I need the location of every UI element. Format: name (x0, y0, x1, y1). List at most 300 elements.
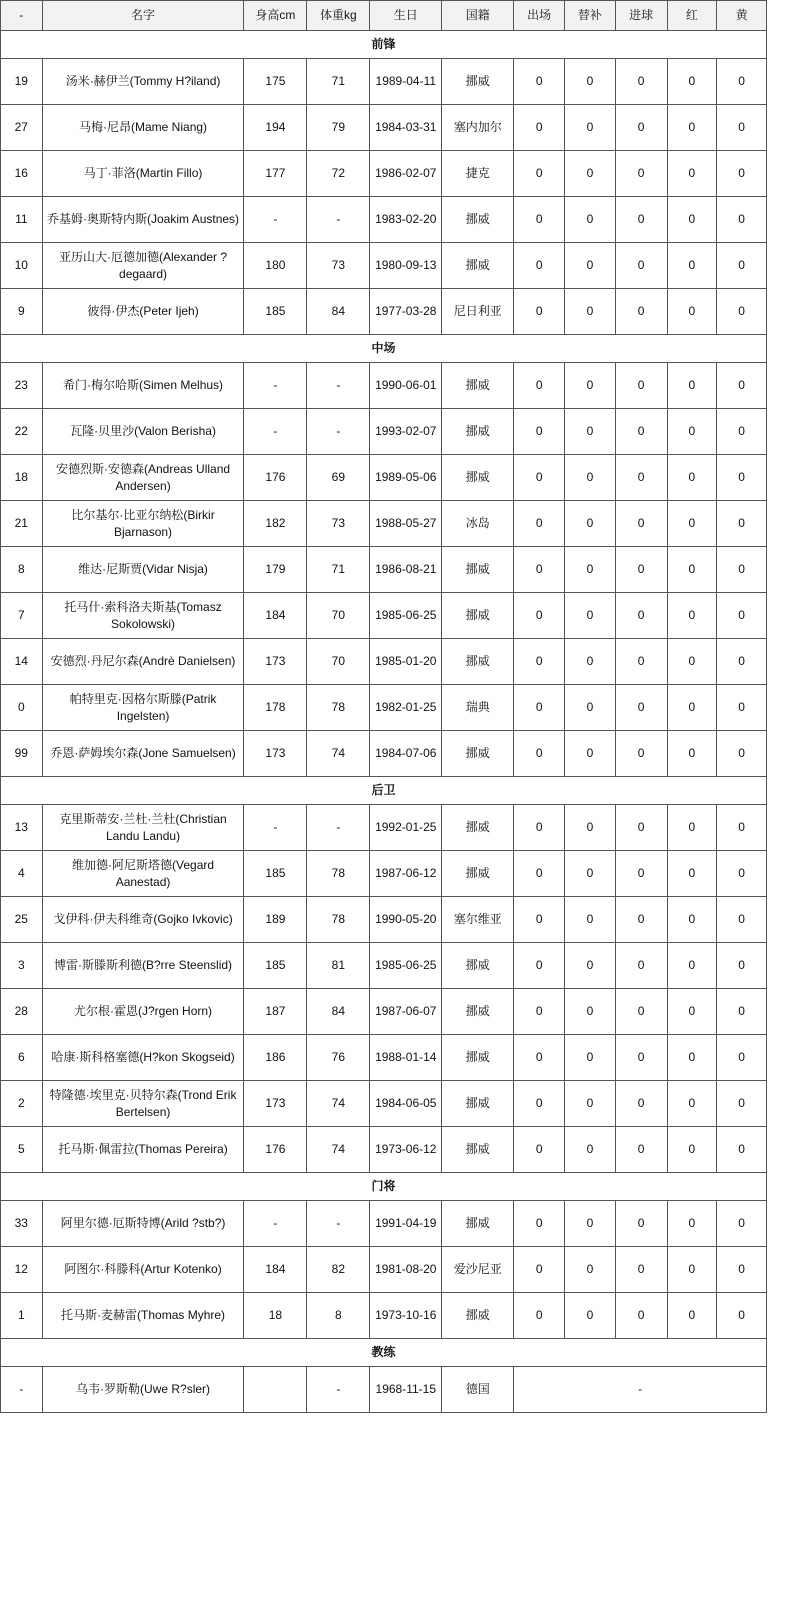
cell-nationality: 挪威 (442, 731, 514, 777)
table-row[interactable] (1, 105, 767, 151)
cell-name: 尤尔根·霍恩(J?rgen Horn) (42, 989, 244, 1035)
table-row[interactable] (1, 1035, 767, 1081)
cell-red-cards: 0 (667, 547, 717, 593)
cell-weight: 79 (307, 105, 370, 151)
cell-height: 185 (244, 851, 307, 897)
cell-nationality: 挪威 (442, 639, 514, 685)
cell-nationality: 德国 (442, 1367, 514, 1413)
cell-goals: 0 (615, 1247, 667, 1293)
cell-red-cards: 0 (667, 455, 717, 501)
cell-red-cards: 0 (667, 685, 717, 731)
cell-number: - (1, 1367, 43, 1413)
cell-nationality: 挪威 (442, 1081, 514, 1127)
cell-substitute: 0 (565, 151, 616, 197)
cell-birthday: 1989-05-06 (370, 455, 442, 501)
cell-nationality: 挪威 (442, 59, 514, 105)
cell-red-cards: 0 (667, 1201, 717, 1247)
cell-goals: 0 (615, 197, 667, 243)
cell-height: 178 (244, 685, 307, 731)
cell-appearances: 0 (514, 1035, 565, 1081)
cell-number: 9 (1, 289, 43, 335)
cell-yellow-cards: 0 (717, 409, 767, 455)
cell-red-cards: 0 (667, 1293, 717, 1339)
section-title: 前锋 (1, 31, 767, 59)
cell-red-cards: 0 (667, 1247, 717, 1293)
bottom-spacer (0, 1413, 785, 1419)
cell-nationality: 挪威 (442, 805, 514, 851)
cell-birthday: 1988-01-14 (370, 1035, 442, 1081)
cell-number: 3 (1, 943, 43, 989)
table-row[interactable] (1, 363, 767, 409)
cell-birthday: 1973-10-16 (370, 1293, 442, 1339)
cell-birthday: 1968-11-15 (370, 1367, 442, 1413)
cell-nationality: 挪威 (442, 363, 514, 409)
cell-weight: 74 (307, 1081, 370, 1127)
cell-goals: 0 (615, 151, 667, 197)
cell-substitute: 0 (565, 1201, 616, 1247)
cell-red-cards: 0 (667, 59, 717, 105)
cell-substitute: 0 (565, 897, 616, 943)
cell-name: 维加德·阿尼斯塔德(Vegard Aanestad) (42, 851, 244, 897)
cell-yellow-cards: 0 (717, 989, 767, 1035)
cell-red-cards: 0 (667, 105, 717, 151)
cell-birthday: 1987-06-12 (370, 851, 442, 897)
section-title: 门将 (1, 1173, 767, 1201)
cell-name: 乌韦·罗斯勒(Uwe R?sler) (42, 1367, 244, 1413)
cell-red-cards: 0 (667, 731, 717, 777)
cell-height: 182 (244, 501, 307, 547)
cell-appearances: 0 (514, 1201, 565, 1247)
cell-nationality: 冰岛 (442, 501, 514, 547)
cell-birthday: 1986-08-21 (370, 547, 442, 593)
cell-substitute: 0 (565, 851, 616, 897)
cell-nationality: 挪威 (442, 1201, 514, 1247)
cell-goals: 0 (615, 1201, 667, 1247)
cell-yellow-cards: 0 (717, 943, 767, 989)
cell-goals: 0 (615, 593, 667, 639)
cell-number: 28 (1, 989, 43, 1035)
cell-yellow-cards: 0 (717, 851, 767, 897)
cell-red-cards: 0 (667, 151, 717, 197)
cell-yellow-cards: 0 (717, 243, 767, 289)
cell-yellow-cards: 0 (717, 897, 767, 943)
cell-number: 2 (1, 1081, 43, 1127)
table-row[interactable] (1, 409, 767, 455)
cell-appearances: 0 (514, 289, 565, 335)
cell-number: 8 (1, 547, 43, 593)
cell-substitute: 0 (565, 943, 616, 989)
cell-goals: 0 (615, 1293, 667, 1339)
cell-weight: 73 (307, 501, 370, 547)
cell-birthday: 1985-06-25 (370, 943, 442, 989)
cell-substitute: 0 (565, 593, 616, 639)
cell-yellow-cards: 0 (717, 289, 767, 335)
cell-weight: 74 (307, 1127, 370, 1173)
cell-appearances: 0 (514, 685, 565, 731)
cell-substitute: 0 (565, 1127, 616, 1173)
cell-yellow-cards: 0 (717, 805, 767, 851)
cell-number: 4 (1, 851, 43, 897)
cell-weight: 78 (307, 851, 370, 897)
cell-substitute: 0 (565, 685, 616, 731)
cell-goals: 0 (615, 639, 667, 685)
cell-goals: 0 (615, 731, 667, 777)
cell-substitute: 0 (565, 1247, 616, 1293)
cell-appearances: 0 (514, 1081, 565, 1127)
cell-weight: 78 (307, 897, 370, 943)
cell-red-cards: 0 (667, 593, 717, 639)
cell-appearances: 0 (514, 363, 565, 409)
cell-red-cards: 0 (667, 243, 717, 289)
table-row[interactable] (1, 289, 767, 335)
cell-number: 14 (1, 639, 43, 685)
cell-appearances: 0 (514, 593, 565, 639)
table-row[interactable] (1, 639, 767, 685)
table-row[interactable] (1, 851, 767, 897)
cell-height: 180 (244, 243, 307, 289)
cell-birthday: 1980-09-13 (370, 243, 442, 289)
cell-weight: 76 (307, 1035, 370, 1081)
cell-substitute: 0 (565, 989, 616, 1035)
cell-height: - (244, 1201, 307, 1247)
cell-birthday: 1991-04-19 (370, 1201, 442, 1247)
cell-nationality: 挪威 (442, 989, 514, 1035)
cell-substitute: 0 (565, 501, 616, 547)
cell-weight: 70 (307, 593, 370, 639)
cell-height: 173 (244, 1081, 307, 1127)
cell-substitute: 0 (565, 805, 616, 851)
cell-nationality: 挪威 (442, 455, 514, 501)
cell-birthday: 1985-06-25 (370, 593, 442, 639)
cell-weight: - (307, 409, 370, 455)
cell-goals: 0 (615, 409, 667, 455)
cell-substitute: 0 (565, 1081, 616, 1127)
cell-yellow-cards: 0 (717, 593, 767, 639)
header-goals: 进球 (615, 1, 667, 31)
cell-height: 173 (244, 639, 307, 685)
cell-birthday: 1983-02-20 (370, 197, 442, 243)
cell-substitute: 0 (565, 639, 616, 685)
cell-yellow-cards: 0 (717, 639, 767, 685)
cell-appearances: 0 (514, 1293, 565, 1339)
cell-birthday: 1987-06-07 (370, 989, 442, 1035)
cell-appearances: 0 (514, 455, 565, 501)
header-substitute: 替补 (565, 1, 616, 31)
cell-number: 7 (1, 593, 43, 639)
cell-number: 11 (1, 197, 43, 243)
cell-nationality: 挪威 (442, 197, 514, 243)
cell-number: 25 (1, 897, 43, 943)
cell-name: 阿图尔·科滕科(Artur Kotenko) (42, 1247, 244, 1293)
cell-goals: 0 (615, 805, 667, 851)
cell-yellow-cards: 0 (717, 1293, 767, 1339)
cell-red-cards: 0 (667, 639, 717, 685)
cell-substitute: 0 (565, 731, 616, 777)
header-appearances: 出场 (514, 1, 565, 31)
cell-weight: 81 (307, 943, 370, 989)
cell-name: 乔基姆·奥斯特内斯(Joakim Austnes) (42, 197, 244, 243)
cell-height: 185 (244, 943, 307, 989)
section-row (1, 1339, 767, 1367)
table-row[interactable] (1, 593, 767, 639)
cell-goals: 0 (615, 243, 667, 289)
table-row[interactable] (1, 897, 767, 943)
cell-appearances: 0 (514, 851, 565, 897)
cell-nationality: 挪威 (442, 243, 514, 289)
cell-appearances: 0 (514, 943, 565, 989)
cell-appearances: 0 (514, 731, 565, 777)
cell-red-cards: 0 (667, 989, 717, 1035)
cell-red-cards: 0 (667, 1035, 717, 1081)
cell-appearances: 0 (514, 1127, 565, 1173)
cell-name: 希门·梅尔哈斯(Simen Melhus) (42, 363, 244, 409)
cell-number: 99 (1, 731, 43, 777)
cell-number: 33 (1, 1201, 43, 1247)
cell-yellow-cards: 0 (717, 455, 767, 501)
cell-name: 彼得·伊杰(Peter Ijeh) (42, 289, 244, 335)
cell-birthday: 1992-01-25 (370, 805, 442, 851)
cell-weight: 8 (307, 1293, 370, 1339)
cell-height: - (244, 363, 307, 409)
cell-yellow-cards: 0 (717, 1127, 767, 1173)
cell-weight: 84 (307, 289, 370, 335)
cell-goals: 0 (615, 547, 667, 593)
cell-height: 173 (244, 731, 307, 777)
table-row[interactable] (1, 197, 767, 243)
cell-number: 16 (1, 151, 43, 197)
cell-substitute: 0 (565, 289, 616, 335)
cell-height: 184 (244, 1247, 307, 1293)
cell-name: 克里斯蒂安·兰杜·兰杜(Christian Landu Landu) (42, 805, 244, 851)
cell-substitute: 0 (565, 547, 616, 593)
header-nationality: 国籍 (442, 1, 514, 31)
table-row[interactable] (1, 1201, 767, 1247)
cell-name: 博雷·斯滕斯利德(B?rre Steenslid) (42, 943, 244, 989)
cell-nationality: 挪威 (442, 409, 514, 455)
cell-appearances: 0 (514, 197, 565, 243)
cell-appearances: 0 (514, 897, 565, 943)
cell-weight: 71 (307, 59, 370, 105)
cell-appearances: 0 (514, 243, 565, 289)
cell-yellow-cards: 0 (717, 501, 767, 547)
cell-name: 比尔基尔·比亚尔纳松(Birkir Bjarnason) (42, 501, 244, 547)
cell-name: 安德烈·丹尼尔森(Andrè Danielsen) (42, 639, 244, 685)
table-row[interactable] (1, 151, 767, 197)
cell-birthday: 1977-03-28 (370, 289, 442, 335)
cell-stats-merged: - (514, 1367, 767, 1413)
cell-height: 176 (244, 1127, 307, 1173)
cell-goals: 0 (615, 289, 667, 335)
cell-name: 马梅·尼昂(Mame Niang) (42, 105, 244, 151)
cell-yellow-cards: 0 (717, 105, 767, 151)
cell-birthday: 1986-02-07 (370, 151, 442, 197)
table-row[interactable] (1, 1367, 767, 1413)
table-row[interactable] (1, 1127, 767, 1173)
table-row[interactable] (1, 943, 767, 989)
cell-yellow-cards: 0 (717, 151, 767, 197)
cell-weight: 72 (307, 151, 370, 197)
cell-name: 亚历山大·厄德加德(Alexander ?degaard) (42, 243, 244, 289)
cell-red-cards: 0 (667, 197, 717, 243)
table-row[interactable] (1, 731, 767, 777)
cell-height: 176 (244, 455, 307, 501)
header-name: 名字 (42, 1, 244, 31)
cell-number: 1 (1, 1293, 43, 1339)
cell-height: 186 (244, 1035, 307, 1081)
table-row[interactable] (1, 547, 767, 593)
cell-appearances: 0 (514, 501, 565, 547)
cell-appearances: 0 (514, 151, 565, 197)
header-number: - (1, 1, 43, 31)
cell-nationality: 挪威 (442, 593, 514, 639)
cell-birthday: 1984-07-06 (370, 731, 442, 777)
table-row[interactable] (1, 989, 767, 1035)
header-height: 身高cm (244, 1, 307, 31)
cell-height: 194 (244, 105, 307, 151)
table-row[interactable] (1, 685, 767, 731)
section-row (1, 335, 767, 363)
header-row (1, 1, 767, 31)
cell-goals: 0 (615, 363, 667, 409)
cell-substitute: 0 (565, 409, 616, 455)
cell-nationality: 挪威 (442, 1035, 514, 1081)
cell-nationality: 挪威 (442, 1293, 514, 1339)
cell-yellow-cards: 0 (717, 363, 767, 409)
cell-name: 阿里尔德·厄斯特博(Arild ?stb?) (42, 1201, 244, 1247)
cell-substitute: 0 (565, 105, 616, 151)
cell-birthday: 1973-06-12 (370, 1127, 442, 1173)
cell-red-cards: 0 (667, 289, 717, 335)
section-row (1, 777, 767, 805)
cell-goals: 0 (615, 989, 667, 1035)
cell-height: 177 (244, 151, 307, 197)
cell-nationality: 塞内加尔 (442, 105, 514, 151)
cell-number: 21 (1, 501, 43, 547)
cell-nationality: 挪威 (442, 943, 514, 989)
cell-appearances: 0 (514, 409, 565, 455)
cell-weight: 71 (307, 547, 370, 593)
cell-substitute: 0 (565, 1035, 616, 1081)
cell-yellow-cards: 0 (717, 197, 767, 243)
cell-substitute: 0 (565, 59, 616, 105)
cell-height: 18 (244, 1293, 307, 1339)
cell-goals: 0 (615, 455, 667, 501)
cell-goals: 0 (615, 1035, 667, 1081)
cell-number: 19 (1, 59, 43, 105)
cell-weight: - (307, 805, 370, 851)
cell-yellow-cards: 0 (717, 59, 767, 105)
header-birthday: 生日 (370, 1, 442, 31)
cell-weight: - (307, 363, 370, 409)
table-row[interactable] (1, 501, 767, 547)
cell-number: 23 (1, 363, 43, 409)
cell-nationality: 瑞典 (442, 685, 514, 731)
table-row[interactable] (1, 805, 767, 851)
cell-red-cards: 0 (667, 409, 717, 455)
table-header (1, 1, 767, 31)
cell-height: - (244, 409, 307, 455)
cell-goals: 0 (615, 685, 667, 731)
cell-number: 5 (1, 1127, 43, 1173)
cell-goals: 0 (615, 501, 667, 547)
cell-goals: 0 (615, 1081, 667, 1127)
section-title: 后卫 (1, 777, 767, 805)
cell-red-cards: 0 (667, 851, 717, 897)
cell-yellow-cards: 0 (717, 547, 767, 593)
cell-substitute: 0 (565, 363, 616, 409)
cell-appearances: 0 (514, 59, 565, 105)
cell-weight: 70 (307, 639, 370, 685)
cell-appearances: 0 (514, 1247, 565, 1293)
table-row[interactable] (1, 1247, 767, 1293)
cell-appearances: 0 (514, 105, 565, 151)
cell-nationality: 挪威 (442, 547, 514, 593)
table-row[interactable] (1, 1081, 767, 1127)
cell-number: 10 (1, 243, 43, 289)
cell-goals: 0 (615, 851, 667, 897)
cell-goals: 0 (615, 897, 667, 943)
cell-red-cards: 0 (667, 805, 717, 851)
cell-weight: 78 (307, 685, 370, 731)
cell-name: 托马什·索科洛夫斯基(Tomasz Sokolowski) (42, 593, 244, 639)
cell-weight: 74 (307, 731, 370, 777)
table-row[interactable] (1, 59, 767, 105)
cell-height: - (244, 805, 307, 851)
cell-yellow-cards: 0 (717, 1247, 767, 1293)
cell-weight: - (307, 197, 370, 243)
cell-height: - (244, 197, 307, 243)
cell-name: 帕特里克·因格尔斯滕(Patrik Ingelsten) (42, 685, 244, 731)
cell-weight: 84 (307, 989, 370, 1035)
section-row (1, 31, 767, 59)
cell-name: 汤米·赫伊兰(Tommy H?iland) (42, 59, 244, 105)
cell-weight: - (307, 1367, 370, 1413)
cell-appearances: 0 (514, 805, 565, 851)
cell-yellow-cards: 0 (717, 1081, 767, 1127)
cell-red-cards: 0 (667, 1127, 717, 1173)
cell-name: 瓦隆·贝里沙(Valon Berisha) (42, 409, 244, 455)
cell-weight: - (307, 1201, 370, 1247)
table-row[interactable] (1, 243, 767, 289)
cell-birthday: 1984-06-05 (370, 1081, 442, 1127)
cell-weight: 82 (307, 1247, 370, 1293)
cell-goals: 0 (615, 105, 667, 151)
cell-height: 184 (244, 593, 307, 639)
table-row[interactable] (1, 1293, 767, 1339)
table-body (1, 31, 767, 1413)
section-title: 中场 (1, 335, 767, 363)
cell-substitute: 0 (565, 243, 616, 289)
cell-height: 187 (244, 989, 307, 1035)
cell-number: 22 (1, 409, 43, 455)
cell-appearances: 0 (514, 547, 565, 593)
header-red-cards: 红 (667, 1, 717, 31)
cell-nationality: 挪威 (442, 851, 514, 897)
cell-substitute: 0 (565, 197, 616, 243)
cell-birthday: 1993-02-07 (370, 409, 442, 455)
table-row[interactable] (1, 455, 767, 501)
cell-nationality: 捷克 (442, 151, 514, 197)
cell-nationality: 挪威 (442, 1127, 514, 1173)
cell-goals: 0 (615, 943, 667, 989)
cell-red-cards: 0 (667, 363, 717, 409)
cell-substitute: 0 (565, 455, 616, 501)
cell-birthday: 1988-05-27 (370, 501, 442, 547)
cell-birthday: 1990-06-01 (370, 363, 442, 409)
cell-birthday: 1981-08-20 (370, 1247, 442, 1293)
cell-weight: 73 (307, 243, 370, 289)
cell-name: 哈康·斯科格塞德(H?kon Skogseid) (42, 1035, 244, 1081)
